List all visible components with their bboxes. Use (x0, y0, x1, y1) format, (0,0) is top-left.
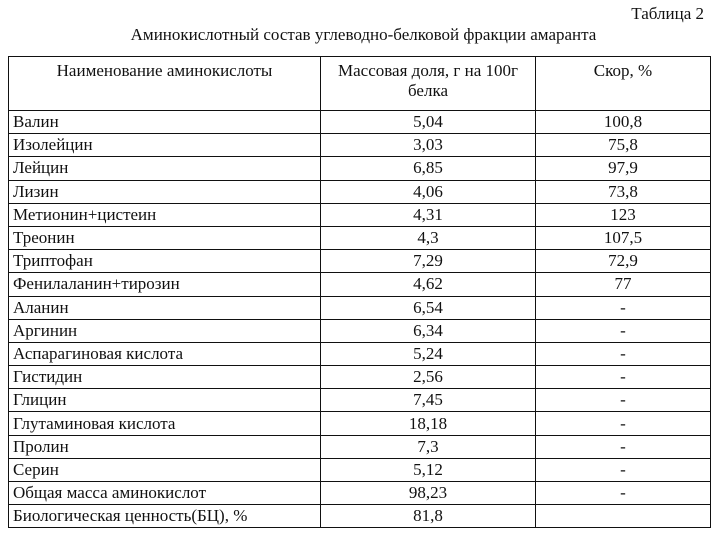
table-row (9, 203, 711, 226)
score-value: 123 (536, 203, 711, 226)
score-value: - (536, 296, 711, 319)
amino-acid-name: Лейцин (9, 157, 321, 180)
column-header-mass: Массовая доля, г на 100г белка (321, 57, 536, 111)
mass-fraction: 98,23 (321, 482, 536, 505)
amino-acid-name: Серин (9, 458, 321, 481)
amino-acid-name: Валин (9, 111, 321, 134)
score-value: - (536, 458, 711, 481)
amino-acid-table (8, 56, 711, 528)
score-value (536, 505, 711, 528)
amino-acid-name: Триптофан (9, 250, 321, 273)
score-value: - (536, 389, 711, 412)
table-number: Таблица 2 (631, 4, 704, 23)
table-row (9, 342, 711, 365)
table-row (9, 482, 711, 505)
table-row (9, 458, 711, 481)
mass-fraction: 6,34 (321, 319, 536, 342)
score-value: 75,8 (536, 134, 711, 157)
table-row (9, 412, 711, 435)
mass-fraction: 4,62 (321, 273, 536, 296)
amino-acid-name: Аспарагиновая кислота (9, 342, 321, 365)
amino-acid-name: Аланин (9, 296, 321, 319)
mass-fraction: 7,3 (321, 435, 536, 458)
score-value: - (536, 319, 711, 342)
table-row (9, 180, 711, 203)
amino-acid-name: Глицин (9, 389, 321, 412)
table-row (9, 389, 711, 412)
score-value: - (536, 412, 711, 435)
score-value: 107,5 (536, 226, 711, 249)
amino-acid-name: Фенилаланин+тирозин (9, 273, 321, 296)
table-row (9, 296, 711, 319)
score-value: - (536, 342, 711, 365)
score-value: 72,9 (536, 250, 711, 273)
table-header-row (9, 57, 711, 111)
mass-fraction: 3,03 (321, 134, 536, 157)
amino-acid-name: Гистидин (9, 366, 321, 389)
table-row (9, 134, 711, 157)
amino-acid-name: Метионин+цистеин (9, 203, 321, 226)
column-header-score: Скор, % (536, 57, 711, 111)
mass-fraction: 4,31 (321, 203, 536, 226)
mass-fraction: 4,06 (321, 180, 536, 203)
table-row (9, 157, 711, 180)
score-value: - (536, 435, 711, 458)
mass-fraction: 5,24 (321, 342, 536, 365)
mass-fraction: 4,3 (321, 226, 536, 249)
mass-fraction: 5,04 (321, 111, 536, 134)
table-row (9, 250, 711, 273)
table-title: Аминокислотный состав углеводно-белковой фракции амаранта (130, 25, 597, 44)
table-body (9, 111, 711, 528)
mass-fraction: 18,18 (321, 412, 536, 435)
table-row (9, 366, 711, 389)
amino-acid-name: Общая масса аминокислот (9, 482, 321, 505)
amino-acid-name: Изолейцин (9, 134, 321, 157)
table-row (9, 505, 711, 528)
amino-acid-name: Биологическая ценность(БЦ), % (9, 505, 321, 528)
mass-fraction: 5,12 (321, 458, 536, 481)
mass-fraction: 6,54 (321, 296, 536, 319)
score-value: 73,8 (536, 180, 711, 203)
mass-fraction: 2,56 (321, 366, 536, 389)
score-value: 100,8 (536, 111, 711, 134)
column-header-name: Наименование аминокислоты (9, 57, 321, 111)
mass-fraction: 7,29 (321, 250, 536, 273)
score-value: - (536, 482, 711, 505)
amino-acid-name: Аргинин (9, 319, 321, 342)
score-value: 97,9 (536, 157, 711, 180)
table-row (9, 111, 711, 134)
table-row (9, 226, 711, 249)
mass-fraction: 6,85 (321, 157, 536, 180)
table-row (9, 319, 711, 342)
mass-fraction: 7,45 (321, 389, 536, 412)
amino-acid-name: Пролин (9, 435, 321, 458)
amino-acid-name: Глутаминовая кислота (9, 412, 321, 435)
amino-acid-name: Треонин (9, 226, 321, 249)
table-row (9, 273, 711, 296)
score-value: - (536, 366, 711, 389)
score-value: 77 (536, 273, 711, 296)
table-row (9, 435, 711, 458)
amino-acid-name: Лизин (9, 180, 321, 203)
mass-fraction: 81,8 (321, 505, 536, 528)
